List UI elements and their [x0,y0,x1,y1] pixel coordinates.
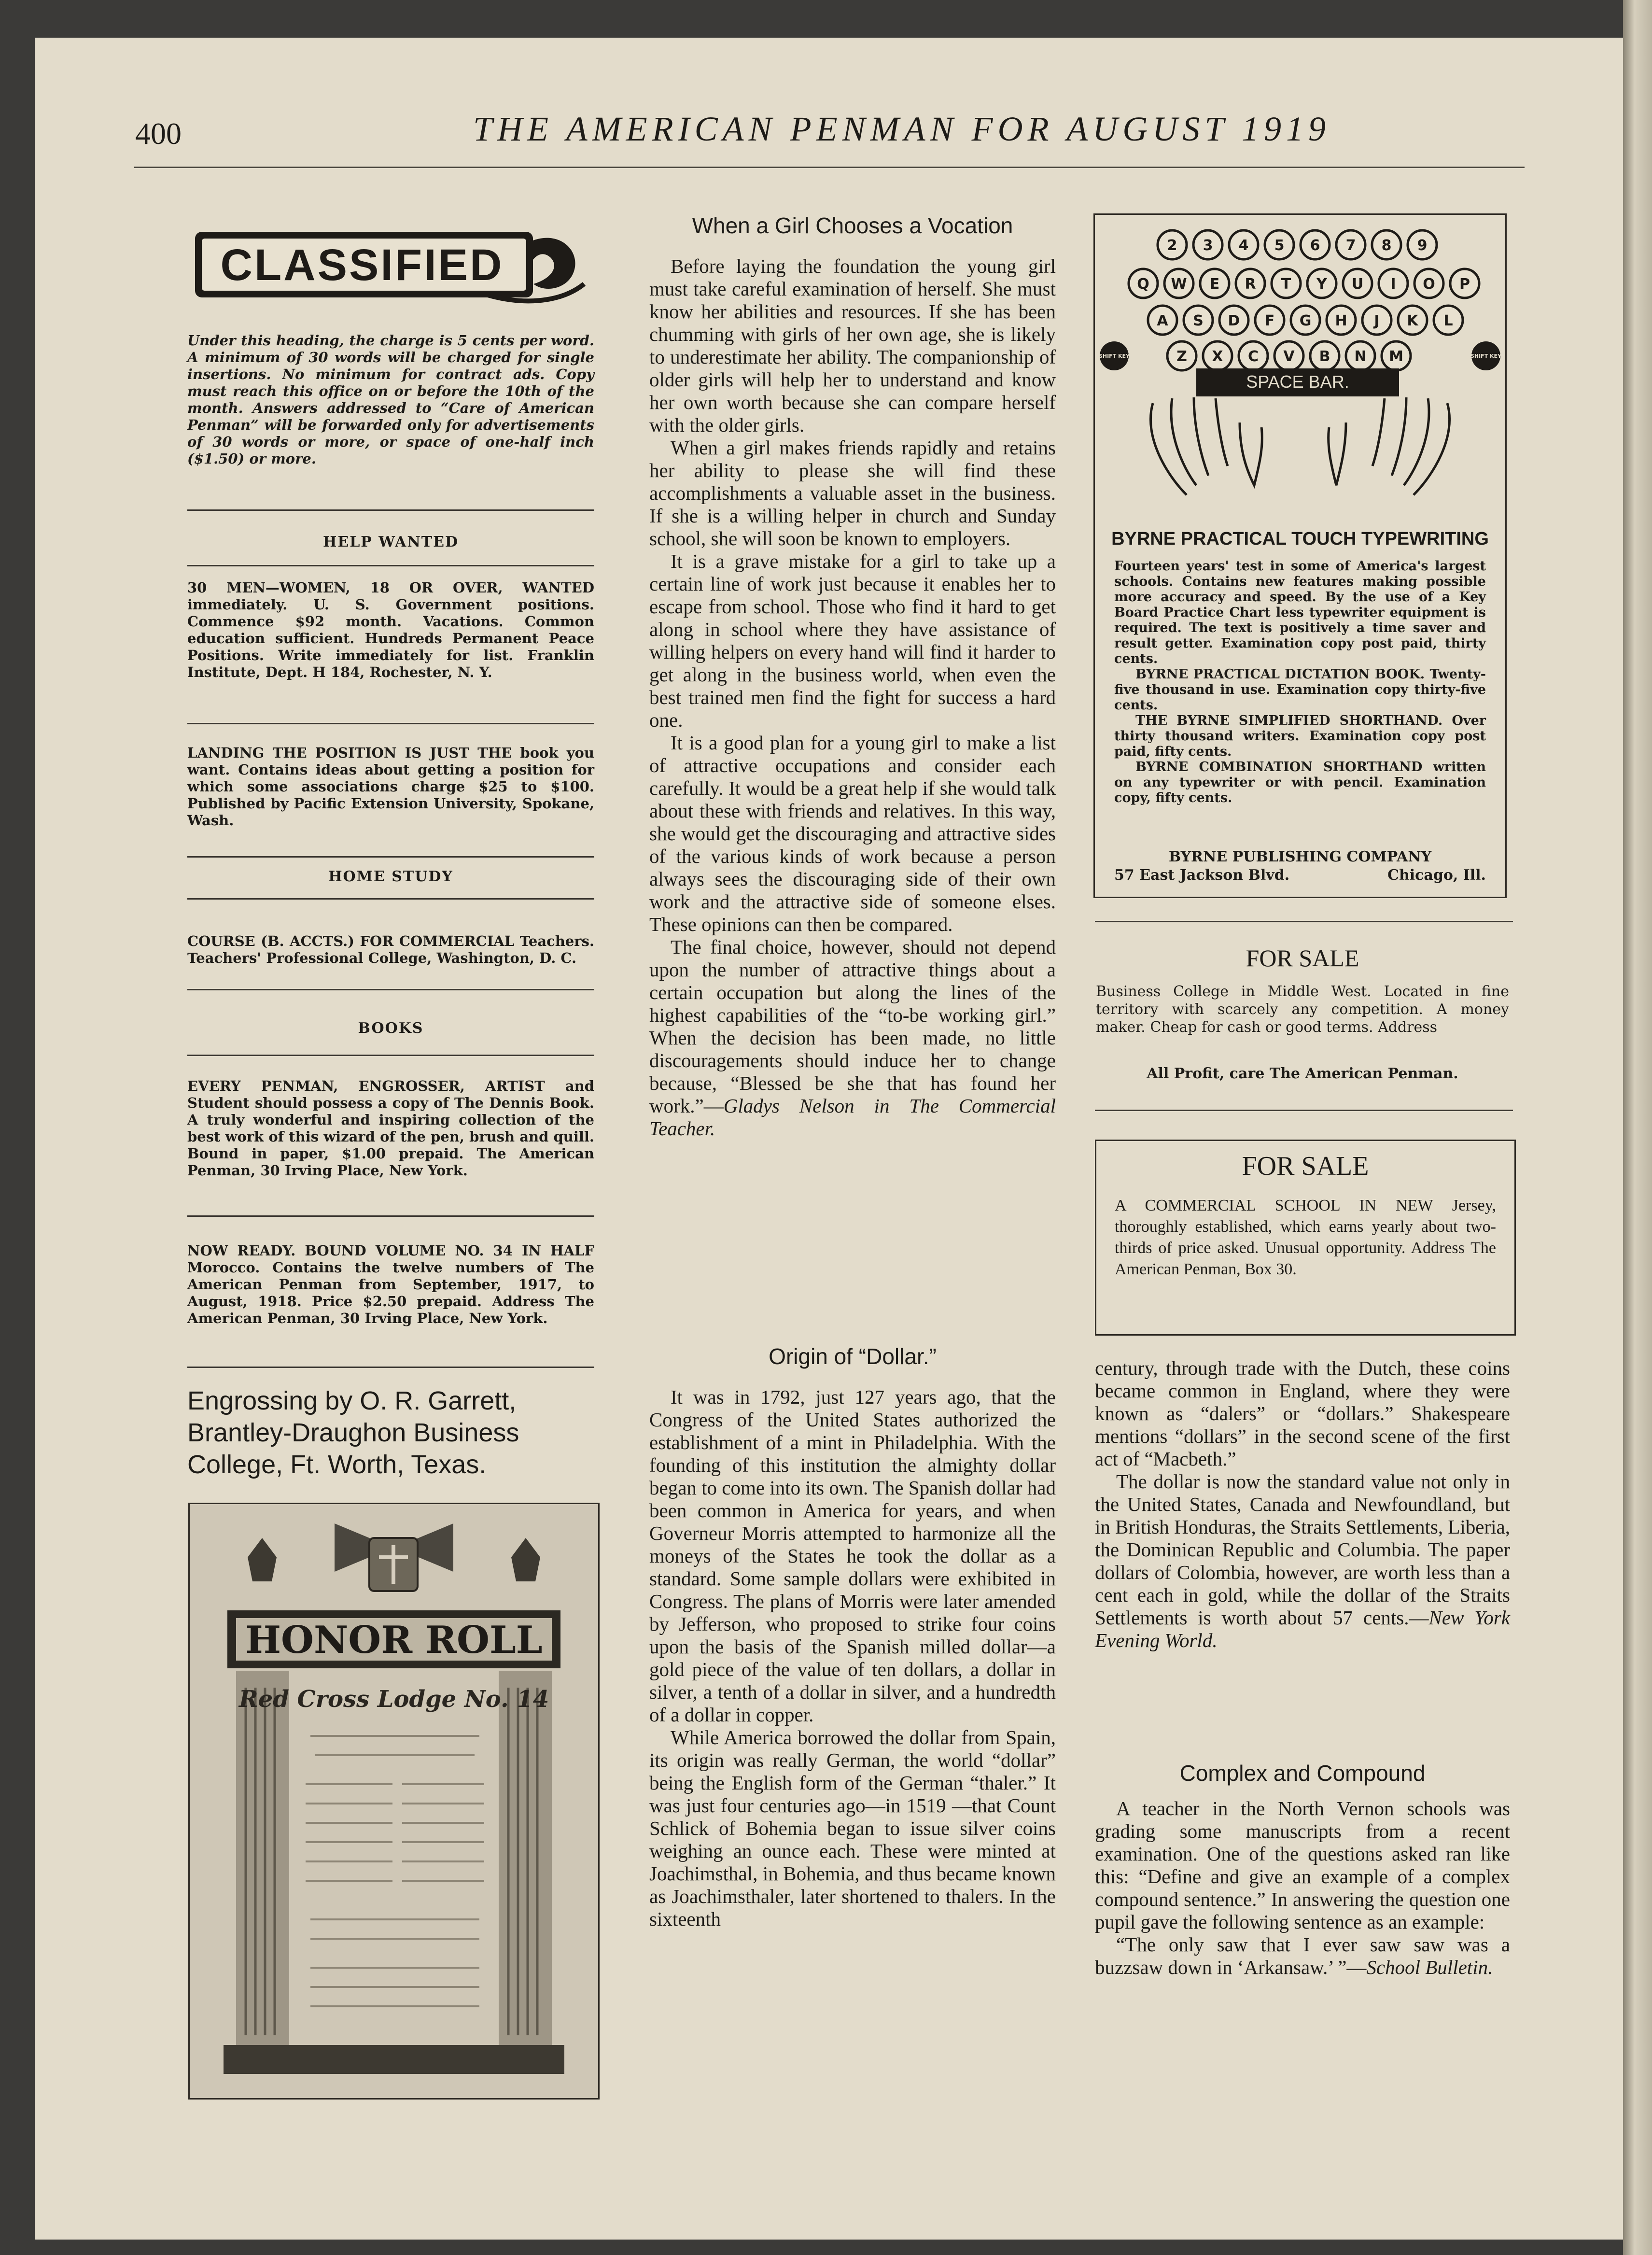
complex-title: Complex and Compound [1179,1761,1426,1786]
vocation-paragraph-text: The final choice, however, should not depend upon the number of attractive things about a certain occupation but along the lines of the highest capabilities of the “to-be working girl.” When the decision has been made, no little discouragements should induce her to change because, “Blessed be she that has found her work.”— [649,936,1056,1117]
vocation-paragraph: It is a good plan for a young girl to make a list of attractive occupations and consider each carefully. It would be a great help if she would talk about these with friends and relatives. In this way, she would get the discouraging and attractive sides of the various kinds of work because a person always sees the discouraging side of their own work and the attractive side of someone elses. These opinions can then be compared. [649,732,1056,935]
key-label: I [1390,276,1396,293]
divider [187,1367,594,1368]
key-label: V [1283,348,1295,365]
vocation-article [649,255,1056,1140]
key-label: R [1245,276,1256,293]
divider [187,989,594,990]
shorthand-text: THE BYRNE SIMPLIFIED SHORTHAND. Over thirty thousand writers. Examination copy post paid, fifty cents. [1114,713,1486,759]
dollar-paragraph-text: The dollar is now the standard value not only in the United States, Canada and Newfoundland, but in British Honduras, the Straits Settlements, Liberia, the Dominican Republic and Columbia. The paper dollars of Colombia, however, are worth less than a cent each in gold, while the dollar of the Straits Settlements is worth about 57 cents.— [1095,1470,1510,1629]
for-sale-title: FOR SALE [1246,944,1359,972]
key-label: 5 [1274,237,1285,254]
key-label: N [1354,348,1367,365]
divider [187,898,594,900]
dollar-credit: New York Evening World. [1095,1607,1510,1651]
typewriting-title: BYRNE PRACTICAL TOUCH TYPEWRITING [1111,529,1489,549]
engrossing-caption: Engrossing by O. R. Garrett, Brantley-Draughon Business College, Ft. Worth, Texas. [187,1386,519,1479]
dollar-article-continued [1095,1357,1510,1652]
for-sale-box-title: FOR SALE [1242,1151,1369,1181]
typewriting-ad [1093,213,1507,898]
divider [187,509,594,511]
key-label: P [1459,276,1470,293]
for-sale-box [1095,1140,1516,1336]
combination-shorthand-text: BYRNE COMBINATION SHORTHAND written on any typewriter or with pencil. Examination copy, fifty cents. [1114,760,1486,805]
header-rule [134,167,1525,168]
key-label: L [1443,312,1453,329]
space-bar-label: SPACE BAR. [1246,372,1349,392]
key-label: 3 [1203,237,1213,254]
dollar-paragraph: It was in 1792, just 127 years ago, that the Congress of the United States authorized the establishment of a mint in Philadelphia. With the founding of this institution the almighty dollar began to come into its own. The Spanish dollar had been common in America for years, and when Governeur Morris attempted to harmonize all the moneys of the States he took the dollar as a standard. Some sample dollars were exhibited in Congress. The plans of Morris were later amended by Jefferson, who proposed to strike four coins upon the basis of the Spanish milled dollar—a gold piece of the value of ten dollars, a dollar in silver, a tenth of a dollar in silver, and a hundredth of a dollar in copper. [649,1386,1056,1726]
key-label: Y [1316,276,1327,293]
divider [187,1215,594,1217]
complex-paragraph [1095,1933,1510,1979]
key-label: F [1264,312,1275,329]
for-sale-address: All Profit, care The American Penman. [1147,1065,1458,1082]
honor-roll-engraving [188,1503,600,2100]
page-number: 400 [135,116,182,151]
for-sale-body: Business College in Middle West. Located in fine territory with scarcely any competition. A money maker. Cheap for cash or good terms. Address [1096,983,1509,1036]
vocation-title: When a Girl Chooses a Vocation [692,213,1013,238]
key-label: M [1389,348,1403,365]
key-label: 2 [1167,237,1177,254]
divider [187,723,594,724]
key-label: S [1193,312,1204,329]
vocation-paragraph [649,936,1056,1140]
publisher-address: 57 East Jackson Blvd. [1114,867,1290,884]
shift-key-label: SHIFT KEY [1098,353,1130,359]
classified-banner [193,221,588,307]
key-label: H [1335,312,1347,329]
lodge-name: Red Cross Lodge No. 14 [238,1686,549,1713]
typewriting-text: Fourteen years' test in some of America's largest schools. Contains new features making possible more accuracy and speed. By the use of a Key Board Practice Chart less typewriter equipment is required. The text is positively a time saver and result getter. Examination copy post paid, thirty cents. [1114,559,1486,666]
publisher-name: BYRNE PUBLISHING COMPANY [1168,848,1432,865]
vocation-paragraph: It is a grave mistake for a girl to take up a certain line of work just because it enables her to escape from school. Those who find it hard to get along in school where they have assistance of willing helpers on every hand will find it harder to get along in the business world, when even the best trained men find the fight for success a hard one. [649,550,1056,731]
key-label: J [1374,312,1380,329]
vocation-paragraph: Before laying the foundation the young girl must take careful examination of herself. She must know her abilities and resources. If she has been chumming with girls of her own age, she is likely to underestimate her ability. The companionship of older girls will help her to understand and know her own worth because she can compare herself with the older girls. [649,255,1056,436]
key-label: G [1299,312,1312,329]
key-label: 9 [1417,237,1428,254]
ad-landing-position: LANDING THE POSITION IS JUST THE book you want. Contains ideas about getting a position for which some associations charge $25 to $100. Published by Pacific Extension University, Spokane, Wash. [187,745,594,829]
divider [187,856,594,858]
dictation-book-text: BYRNE PRACTICAL DICTATION BOOK. Twenty-five thousand in use. Examination copy thirty-five cents. [1114,667,1486,713]
key-label: Q [1137,276,1149,293]
ad-commercial-teachers: COURSE (B. ACCTS.) FOR COMMERCIAL Teachers. Teachers' Professional College, Washington, D. C. [187,933,594,966]
typewriting-body [1114,559,1486,806]
dollar-paragraph: century, through trade with the Dutch, these coins became common in England, where they were known as “dalers” or “dollars.” Shakespeare mentions “dollars” in the second scene of the first act of “Macbeth.” [1095,1357,1510,1470]
honor-roll-text: HONOR ROLL [245,1618,543,1662]
complex-paragraph-text: “The only saw that I ever saw saw was a buzzsaw down in ‘Arkansaw.’ ”— [1095,1933,1510,1978]
classified-rates-note: Under this heading, the charge is 5 cents per word. A minimum of 30 words will be charged for single insertions. No minimum for contract ads. Copy must reach this office on or before the 10th of the month. Answers addressed to “Care of American Penman” will be forwarded only for advertisements of 30 words or more, or space of one-half inch ($1.50) or more. [187,332,594,467]
key-label: W [1171,276,1187,293]
key-label: X [1212,348,1223,365]
key-label: U [1351,276,1364,293]
key-label: C [1247,348,1259,365]
help-wanted-heading: HELP WANTED [323,534,459,550]
key-label: E [1209,276,1220,293]
dollar-paragraph: While America borrowed the dollar from Spain, its origin was really German, the world “dollar” being the English form of the German “thaler.” It was just four centuries ago—in 1519 —that Count Schlick of Bohemia began to issue silver coins weighing an ounce each. These were minted at Joachimsthal, in Bohemia, and thus became known as Joachimsthaler, later shortened to thalers. In the sixteenth [649,1726,1056,1930]
classified-banner-text: CLASSIFIED [220,240,504,290]
ad-dennis-book: EVERY PENMAN, ENGROSSER, ARTIST and Student should possess a copy of The Dennis Book. A truly wonderful and inspiring collection of the best work of this wizard of the pen, brush and quill. Bound in paper, $1.00 prepaid. The American Penman, 30 Irving Place, New York. [187,1078,594,1179]
key-label: 7 [1345,237,1356,254]
home-study-heading: HOME STUDY [328,868,453,885]
books-heading: BOOKS [358,1020,424,1037]
keyboard-chart [1095,215,1505,524]
book-spine [1623,0,1652,2255]
key-label: 8 [1381,237,1392,254]
key-label: D [1228,312,1240,329]
key-label: K [1407,312,1418,329]
divider [187,1055,594,1056]
divider [1095,921,1513,922]
key-label: B [1319,348,1330,365]
dollar-article [649,1386,1056,1931]
key-label: 6 [1310,237,1320,254]
key-label: T [1281,276,1291,293]
divider [1095,1110,1513,1111]
ad-bound-volume: NOW READY. BOUND VOLUME NO. 34 IN HALF Morocco. Contains the twelve numbers of The American Penman from September, 1917, to August, 1918. Price $2.50 prepaid. Address The American Penman, 30 Irving Place, New York. [187,1242,594,1326]
dollar-title: Origin of “Dollar.” [769,1344,937,1369]
dollar-paragraph [1095,1470,1510,1652]
shift-key-label: SHIFT KEY [1470,353,1502,359]
vocation-paragraph: When a girl makes friends rapidly and retains her ability to please she will find these accomplishments a valuable asset in the business. If she is a willing helper in church and Sunday school, she will soon be known to employers. [649,437,1056,550]
vocation-credit: Gladys Nelson in The Commercial Teacher. [649,1095,1056,1140]
complex-article [1095,1797,1510,1979]
complex-paragraph: A teacher in the North Vernon schools was grading some manuscripts from a recent examination. One of the questions asked ran like this: “Define and give an example of a complex compound sentence.” In answering the question one pupil gave the following sentence as an example: [1095,1797,1510,1933]
key-label: Z [1176,348,1187,365]
running-head: THE AMERICAN PENMAN FOR AUGUST 1919 [473,110,1330,148]
key-label: O [1423,276,1435,293]
divider [187,565,594,566]
for-sale-box-body: A COMMERCIAL SCHOOL IN NEW Jersey, thoroughly established, which earns yearly about two-thirds of price asked. Unusual opportunity. Address The American Penman, Box 30. [1115,1197,1496,1278]
key-label: 4 [1238,237,1249,254]
honor-roll-illustration [190,1504,598,2098]
publisher-city: Chicago, Ill. [1387,867,1486,884]
key-label: A [1157,312,1168,329]
complex-credit: School Bulletin. [1366,1956,1493,1978]
ad-government-positions: 30 MEN—WOMEN, 18 OR OVER, WANTED immediately. U. S. Government positions. Commence $92 month. Vacations. Common education sufficient. Hundreds Permanent Peace Positions. Write immediately for list. Franklin Institute, Dept. H 184, Rochester, N. Y. [187,579,594,680]
